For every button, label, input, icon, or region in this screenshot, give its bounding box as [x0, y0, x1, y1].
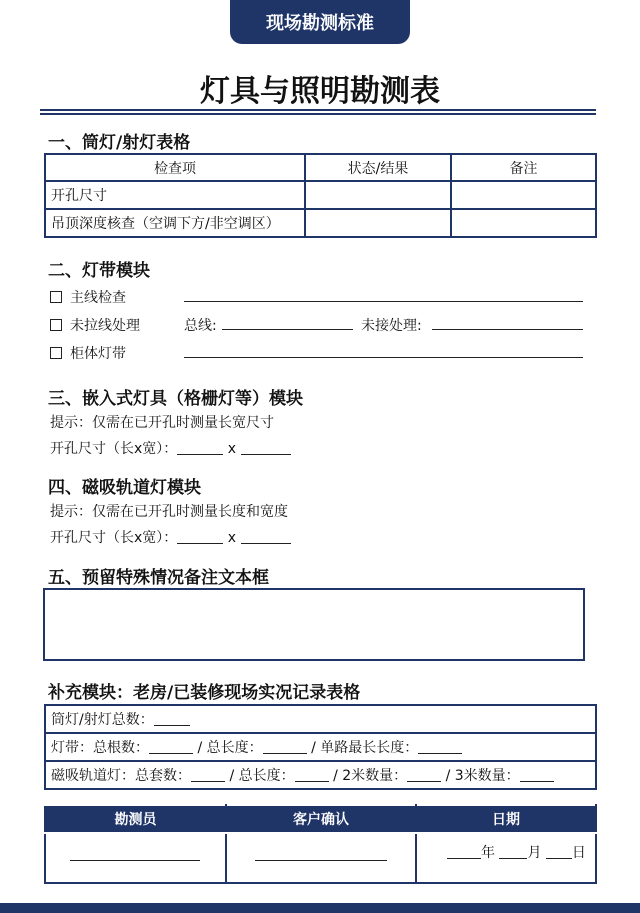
section-2-heading: 二、灯带模块: [48, 261, 150, 281]
downlight-total-cell: [45, 705, 596, 733]
track-sets-label: 磁吸轨道灯：总套数：: [51, 768, 191, 784]
track-light-cell: [45, 761, 596, 789]
day-label: 日: [571, 845, 586, 861]
width-field[interactable]: [241, 530, 291, 544]
title-divider: [40, 109, 596, 115]
checkbox[interactable]: [50, 291, 62, 303]
track-length-field[interactable]: [295, 768, 329, 782]
unconnected-field[interactable]: [432, 329, 583, 330]
page-title: 灯具与照明勘测表: [200, 74, 440, 109]
signoff-header-row: [45, 805, 596, 833]
strip-max-label: / 单路最长长度：: [311, 740, 419, 756]
supplement-heading: 补充模块：老房/已装修现场实况记录表格: [48, 683, 361, 703]
section-3-heading: 三、嵌入式灯具（格栅灯等）模块: [48, 389, 303, 409]
section-3-hint: 提示：仅需在已开孔时测量长宽尺寸: [50, 415, 274, 431]
month-field[interactable]: [499, 845, 527, 859]
surveyor-signature-line[interactable]: [70, 860, 200, 861]
downlight-total-field[interactable]: [154, 712, 190, 726]
checkbox-label: 柜体灯带: [70, 346, 126, 362]
section-4-size-row: [50, 527, 291, 547]
year-label: 年: [481, 845, 495, 861]
surveyor-signature-cell[interactable]: [45, 833, 226, 883]
track-length-label: / 总长度：: [229, 768, 295, 784]
strip-max-field[interactable]: [418, 740, 462, 754]
total-line-field[interactable]: [222, 329, 353, 330]
footer-bar: [0, 903, 640, 913]
track-2m-field[interactable]: [407, 768, 441, 782]
strip-count-label: 灯带：总根数：: [51, 740, 149, 756]
checkbox[interactable]: [50, 319, 62, 331]
width-field[interactable]: [241, 441, 291, 455]
unconnected-label: 未接处理:: [361, 318, 422, 334]
track-3m-field[interactable]: [520, 768, 554, 782]
year-field[interactable]: [447, 845, 481, 859]
status-cell[interactable]: [305, 181, 451, 209]
section-4-hint: 提示：仅需在已开孔时测量长度和宽度: [50, 504, 288, 520]
date-fields: [447, 842, 586, 862]
checkbox-item-main-line[interactable]: [50, 287, 126, 307]
table-row: [45, 733, 596, 761]
table-header-row: [45, 154, 596, 181]
remark-cell[interactable]: [451, 209, 596, 237]
track-sets-field[interactable]: [191, 768, 225, 782]
checkbox[interactable]: [50, 347, 62, 359]
row-label: 吊顶深度核查（空调下方/非空调区）: [45, 209, 305, 237]
length-field[interactable]: [177, 441, 223, 455]
column-header: 日期: [416, 805, 596, 833]
column-header: 客户确认: [226, 805, 416, 833]
section-5-heading: 五、预留特殊情况备注文本框: [48, 568, 269, 588]
strip-length-label: / 总长度：: [197, 740, 263, 756]
total-line-label: 总线:: [184, 318, 217, 334]
table-row: [45, 705, 596, 733]
main-line-field[interactable]: [184, 301, 583, 302]
month-label: 月: [527, 845, 542, 861]
cabinet-strip-field[interactable]: [184, 357, 583, 358]
times-sign: x: [227, 441, 237, 457]
section-1-heading: 一、筒灯/射灯表格: [48, 133, 191, 153]
column-header: 检查项: [45, 154, 305, 181]
size-label: 开孔尺寸（长x宽）：: [50, 441, 178, 457]
customer-signature-line[interactable]: [255, 860, 387, 861]
row-label: 开孔尺寸: [45, 181, 305, 209]
day-field[interactable]: [546, 845, 572, 859]
header-tab: 现场勘测标准: [230, 0, 410, 44]
signoff-row: [45, 833, 596, 883]
column-header: 状态/结果: [305, 154, 451, 181]
strip-count-field[interactable]: [149, 740, 193, 754]
supplement-table: [44, 704, 597, 790]
table-row: [45, 181, 596, 209]
section-4-heading: 四、磁吸轨道灯模块: [48, 478, 201, 498]
column-header: 勘测员: [45, 805, 226, 833]
special-notes-textbox[interactable]: [43, 588, 585, 661]
checkbox-item-cabinet[interactable]: [50, 343, 126, 363]
date-cell: [416, 833, 596, 883]
downlight-table: [44, 153, 597, 238]
table-row: [45, 761, 596, 789]
size-label: 开孔尺寸（长x宽）：: [50, 530, 178, 546]
section-3-size-row: [50, 438, 291, 458]
strip-length-field[interactable]: [263, 740, 307, 754]
light-strip-cell: [45, 733, 596, 761]
downlight-total-label: 筒灯/射灯总数：: [51, 712, 154, 728]
remark-cell[interactable]: [451, 181, 596, 209]
table-row: [45, 209, 596, 237]
checkbox-label: 主线检查: [70, 290, 126, 306]
length-field[interactable]: [177, 530, 223, 544]
status-cell[interactable]: [305, 209, 451, 237]
customer-signature-cell[interactable]: [226, 833, 416, 883]
signoff-table: [44, 804, 597, 884]
times-sign: x: [227, 530, 237, 546]
column-header: 备注: [451, 154, 596, 181]
checkbox-item-unpulled[interactable]: [50, 315, 140, 335]
checkbox-label: 未拉线处理: [70, 318, 140, 334]
track-3m-label: / 3米数量：: [445, 768, 520, 784]
track-2m-label: / 2米数量：: [333, 768, 408, 784]
